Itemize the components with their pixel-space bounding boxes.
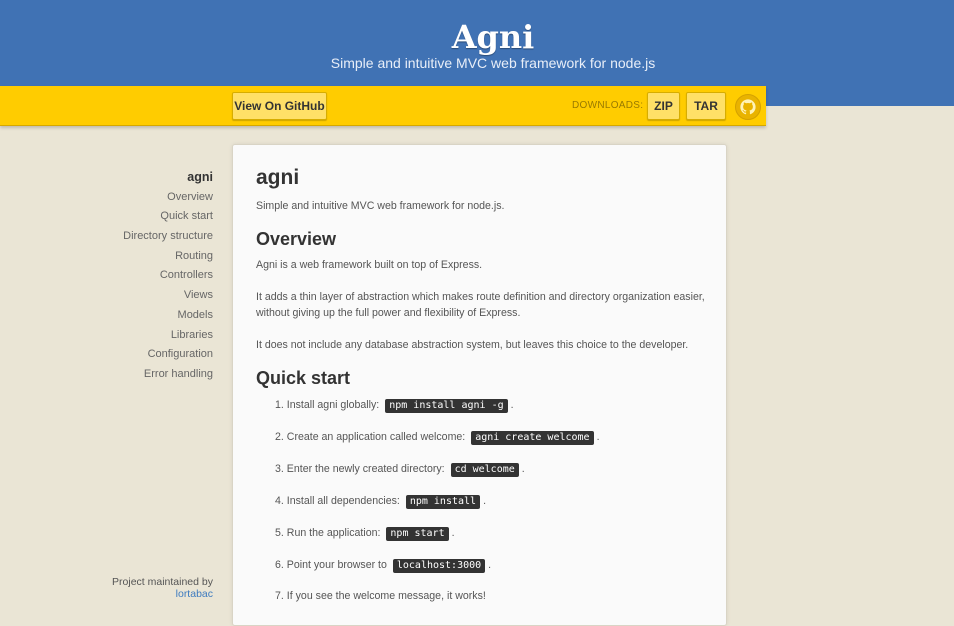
maintained-by [0, 576, 213, 600]
step-number: 3. [275, 463, 284, 475]
step-text: Create an application called welcome: [286, 431, 466, 443]
step-item [275, 493, 486, 509]
download-tar-button[interactable]: TAR [686, 92, 726, 120]
maintainer-link[interactable]: lortabac [175, 588, 213, 600]
sidebar-item-configuration[interactable]: Configuration [147, 348, 213, 361]
sidebar-item-libraries[interactable]: Libraries [170, 328, 213, 341]
overview-para-3: It does not include any database abstraction system, but leaves this choice to the developer. [256, 339, 689, 351]
site-title: Agni [451, 18, 535, 56]
step-item [275, 588, 486, 604]
overview-para-2: It adds a thin layer of abstraction which makes route definition and directory organization easier, without giving up the full power and flexibility of Express. [256, 291, 705, 319]
step-text: Install all dependencies: [286, 495, 400, 507]
step-end: . [596, 431, 600, 443]
step-number: 1. [275, 399, 284, 411]
overview-heading: Overview [256, 229, 337, 249]
site-tagline: Simple and intuitive MVC web framework for node.js [330, 55, 656, 71]
step-code: localhost:3000 [393, 559, 485, 573]
step-item [275, 557, 491, 573]
step-text: Install agni globally: [286, 399, 380, 411]
step-item [275, 461, 525, 477]
step-number: 4. [275, 495, 284, 507]
octocat-glyph-icon [739, 98, 757, 116]
maintained-by-label: Project maintained by [112, 576, 213, 588]
step-code: npm install agni -g [385, 399, 507, 413]
sidebar-nav [0, 168, 213, 385]
step-end: . [483, 495, 487, 507]
step-number: 7. [275, 590, 284, 602]
step-end: . [451, 527, 455, 539]
step-item [275, 429, 600, 445]
download-bar [0, 86, 766, 126]
sidebar-item-overview[interactable]: Overview [167, 190, 213, 203]
step-number: 2. [275, 431, 284, 443]
sidebar-item-routing[interactable]: Routing [175, 249, 213, 262]
step-code: cd welcome [451, 463, 519, 477]
step-text: Enter the newly created directory: [286, 463, 445, 475]
sidebar-item-models[interactable]: Models [177, 308, 213, 321]
step-number: 6. [275, 559, 284, 571]
page-title: agni [256, 166, 300, 189]
sidebar-item-agni[interactable]: agni [187, 170, 213, 184]
sidebar-item-controllers[interactable]: Controllers [159, 269, 213, 282]
step-text: Run the application: [286, 527, 381, 539]
step-text: Point your browser to [286, 559, 387, 571]
step-end: . [510, 399, 514, 411]
step-text: If you see the welcome message, it works! [286, 590, 486, 602]
step-end: . [521, 463, 525, 475]
downloads-label: DOWNLOADS: [572, 100, 644, 111]
step-item [275, 525, 455, 541]
step-code: npm install [406, 495, 480, 509]
step-end: . [488, 559, 492, 571]
overview-para-1: Agni is a web framework built on top of Express. [256, 259, 483, 271]
step-item [275, 397, 514, 413]
step-number: 5. [275, 527, 284, 539]
sidebar-item-views[interactable]: Views [183, 289, 213, 302]
step-code: agni create welcome [471, 431, 593, 445]
download-zip-button[interactable]: ZIP [647, 92, 680, 120]
quickstart-heading: Quick start [256, 368, 351, 388]
sidebar-item-quick-start[interactable]: Quick start [160, 210, 213, 223]
intro-text: Simple and intuitive MVC web framework for node.js. [256, 200, 505, 212]
view-on-github-button[interactable]: View On GitHub [232, 92, 327, 120]
main-content [232, 144, 727, 626]
octocat-icon[interactable] [735, 94, 761, 120]
sidebar-item-directory-structure[interactable]: Directory structure [123, 230, 213, 243]
sidebar-item-error-handling[interactable]: Error handling [143, 367, 213, 380]
step-code: npm start [386, 527, 448, 541]
